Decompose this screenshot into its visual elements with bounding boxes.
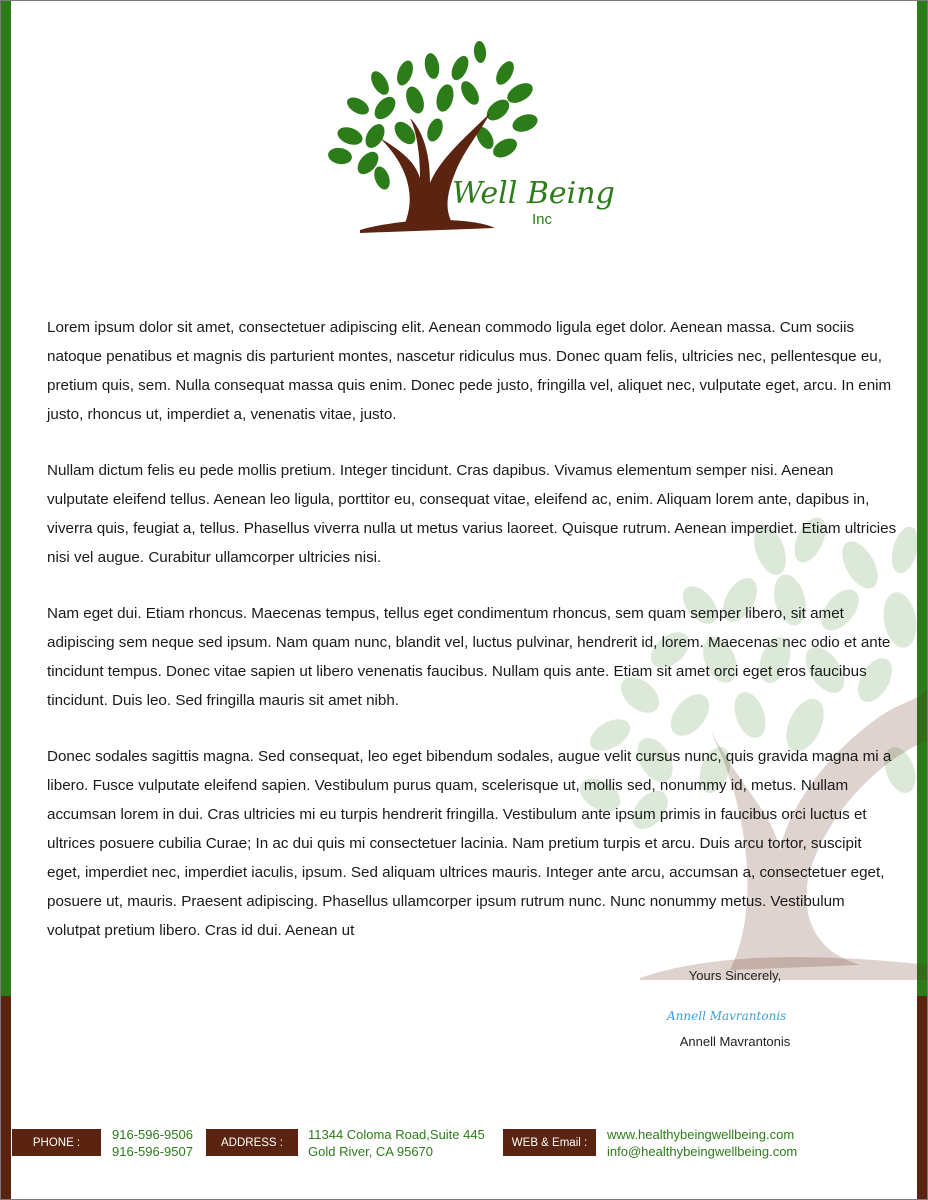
phone-label: PHONE : (12, 1129, 101, 1156)
email-link[interactable]: info@healthybeingwellbeing.com (607, 1144, 798, 1159)
well-being-logo-icon (320, 38, 620, 248)
address-label: ADDRESS : (206, 1129, 298, 1156)
handwritten-signature-icon (665, 1000, 805, 1030)
paragraph-4: Donec sodales sagittis magna. Sed consequat, leo eget bibendum sodales, augue velit cursus nunc, quis gravida magna mi a libero. Fusce vulputate eleifend sapien. Vestibulum purus quam, scelerisque ut, mollis sed, nonummy id, metus. Nullam accumsan lorem in dui. Cras ultricies mi eu turpis hendrerit fringilla. Vestibulum ante ipsum primis in faucibus orci luctus et ultrices posuere cubilia Curae; In ac dui quis mi consectetuer lacinia. Nam pretium turpis et arcu. Duis arcu tortor, suscipit eget, imperdiet nec, imperdiet iaculis, ipsum. Sed aliquam ultrices mauris. Integer ante arcu, accumsan a, consectetuer eget, posuere ut, mauris. Praesent adipiscing. Phasellus ullamcorper ipsum rutrum nunc. Nunc nonummy metus. Vestibulum volutpat pretium libero. Cras id dui. Aenean ut (47, 748, 892, 939)
right-brown-border (917, 996, 928, 1200)
address-line-1: 11344 Coloma Road,Suite 445 (308, 1127, 485, 1142)
logo-sub: Inc (532, 211, 553, 228)
paragraph-1: Lorem ipsum dolor sit amet, consectetuer adipiscing elit. Aenean commodo ligula eget dolor. Aenean massa. Cum sociis natoque penatibus et magnis dis parturient montes, nascetur ridiculus mus. Donec quam felis, ultricies nec, pellentesque eu, pretium quis, sem. Nulla consequat massa quis enim. Donec pede justo, fringilla vel, aliquet nec, vulputate eget, arcu. In enim justo, rhoncus ut, imperdiet a, venenatis vitae, justo. (47, 319, 892, 423)
letter-body (47, 313, 897, 972)
signer-name: Annell Mavrantonis (679, 1034, 791, 1049)
logo-name: Well Being (452, 176, 615, 211)
website-link[interactable]: www.healthybeingwellbeing.com (607, 1127, 795, 1142)
closing-text: Yours Sincerely, (688, 968, 782, 983)
address (308, 1126, 485, 1160)
phone-numbers (112, 1126, 193, 1160)
web-email (607, 1126, 797, 1160)
left-green-border (0, 0, 11, 996)
web-email-label: WEB & Email : (503, 1129, 596, 1156)
signature-text: Annell Mavrantonis (667, 1009, 787, 1023)
address-line-2: Gold River, CA 95670 (308, 1144, 434, 1159)
left-brown-border (0, 996, 11, 1200)
phone-2: 916-596-9507 (112, 1144, 193, 1159)
paragraph-3: Nam eget dui. Etiam rhoncus. Maecenas tempus, tellus eget condimentum rhoncus, sem quam semper libero, sit amet adipiscing sem neque sed ipsum. Nam quam nunc, blandit vel, luctus pulvinar, hendrerit id, lorem. Maecenas nec odio et ante tincidunt tempus. Donec vitae sapien ut libero venenatis faucibus. Nullam quis ante. Etiam sit amet orci eget eros faucibus tincidunt. Duis leo. Sed fringilla mauris sit amet nibh. (47, 605, 891, 709)
paragraph-2: Nullam dictum felis eu pede mollis pretium. Integer tincidunt. Cras dapibus. Vivamus elementum semper nisi. Aenean vulputate eleifend tellus. Aenean leo ligula, porttitor eu, consequat vitae, eleifend ac, enim. Aliquam lorem ante, dapibus in, viverra quis, feugiat a, tellus. Phasellus viverra nulla ut metus varius laoreet. Quisque rutrum. Aenean imperdiet. Etiam ultricies nisi vel augue. Curabitur ullamcorper ultricies nisi. (47, 462, 897, 566)
phone-1: 916-596-9506 (112, 1127, 193, 1142)
